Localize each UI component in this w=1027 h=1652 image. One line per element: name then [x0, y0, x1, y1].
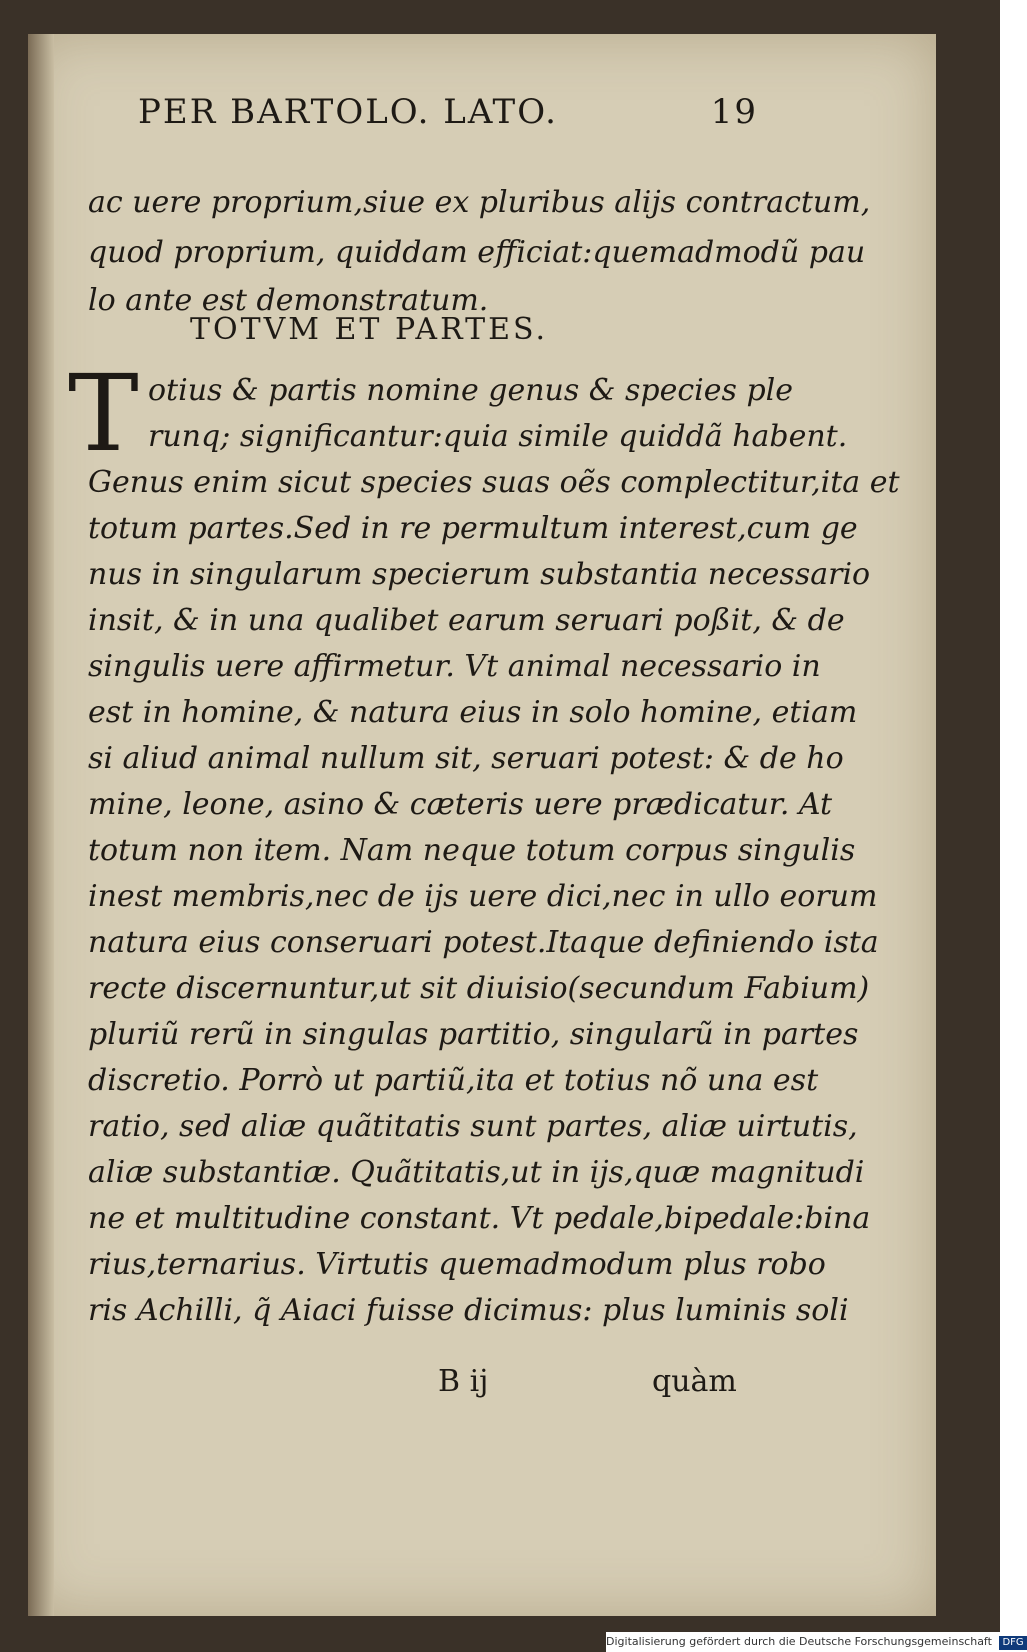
- drop-initial: T: [68, 352, 139, 475]
- body-line: si aliud animal nullum sit, seruari potest: & de ho: [88, 741, 844, 776]
- section-heading: TOTVM ET PARTES.: [190, 312, 549, 347]
- body-line: discretio. Porrò ut partiũ,ita et totius nõ una est: [88, 1063, 819, 1098]
- body-line: mine, leone, asino & cæteris uere prædicatur. At: [88, 787, 833, 822]
- body-line: Genus enim sicut species suas oẽs complectitur,ita et: [88, 465, 900, 500]
- folio-number: 19: [710, 92, 758, 132]
- body-line: runq; significantur:quia simile quiddã habent.: [148, 419, 848, 454]
- credit-text: Digitalisierung gefördert durch die Deutsche Forschungsgemeinschaft: [606, 1635, 992, 1648]
- body-line: natura eius conseruari potest.Itaque definiendo ista: [88, 925, 879, 960]
- body-line: totum non item. Nam neque totum corpus singulis: [88, 833, 856, 868]
- body-line: totum partes.Sed in re permultum interest,cum ge: [88, 511, 858, 546]
- body-line: est in homine, & natura eius in solo homine, etiam: [88, 695, 858, 730]
- body-line: ratio, sed aliæ quãtitatis sunt partes, aliæ uirtutis,: [88, 1109, 858, 1144]
- body-line: otius & partis nomine genus & species ple: [148, 373, 794, 408]
- body-line: pluriũ rerũ in singulas partitio, singularũ in partes: [88, 1017, 859, 1052]
- body-line: singulis uere affirmetur. Vt animal necessario in: [88, 649, 821, 684]
- book-page: [28, 34, 936, 1616]
- body-line: recte discernuntur,ut sit diuisio(secundum Fabium): [88, 971, 870, 1006]
- body-line: rius,ternarius. Virtutis quemadmodum plus robo: [88, 1247, 826, 1282]
- intro-line: ac uere proprium,siue ex pluribus alijs contractum,: [88, 185, 871, 220]
- body-line: nus in singularum specierum substantia necessario: [88, 557, 871, 592]
- body-line: aliæ substantiæ. Quãtitatis,ut in ijs,quæ magnitudi: [88, 1155, 865, 1190]
- dfg-logo: DFG: [999, 1636, 1026, 1650]
- digitization-credit: [606, 1632, 1024, 1652]
- intro-line: lo ante est demonstratum.: [88, 283, 489, 318]
- body-line: inest membris,nec de ijs uere dici,nec in ullo eorum: [88, 879, 878, 914]
- intro-line: quod proprium, quiddam efficiat:quemadmodũ pau: [88, 235, 866, 270]
- signature-mark: B ij: [438, 1364, 489, 1399]
- body-line: insit, & in una qualibet earum seruari poßit, & de: [88, 603, 845, 638]
- body-line: ris Achilli, q̃ Aiaci fuisse dicimus: plus luminis soli: [88, 1293, 849, 1328]
- body-line: ne et multitudine constant. Vt pedale,bipedale:bina: [88, 1201, 871, 1236]
- running-head-title: PER BARTOLO. LATO.: [138, 92, 558, 132]
- catchword: quàm: [652, 1364, 737, 1399]
